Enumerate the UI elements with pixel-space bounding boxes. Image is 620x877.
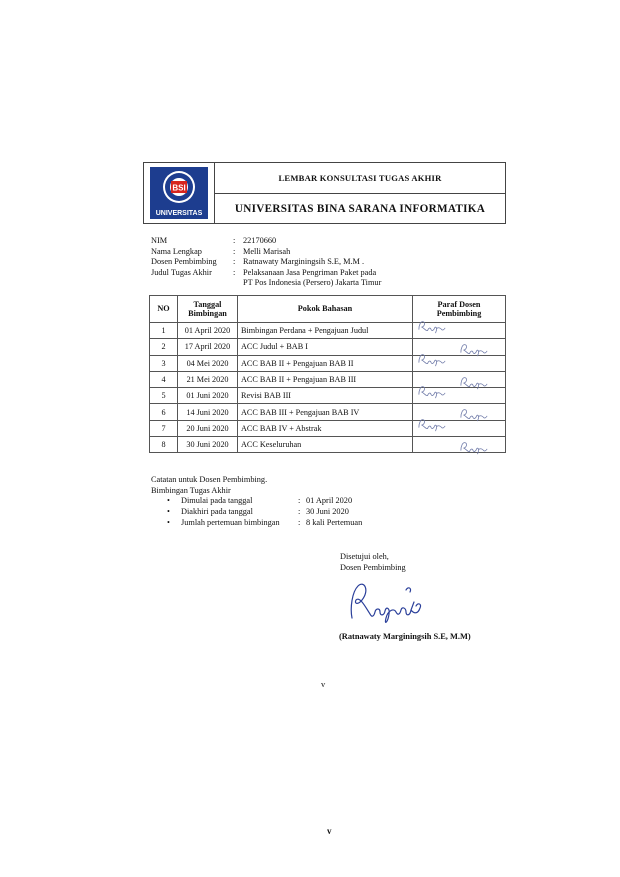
list-item: • Diakhiri pada tanggal : 30 Juni 2020 <box>167 506 349 516</box>
cell-topic: Revisi BAB III <box>238 388 413 404</box>
cell-date: 30 Juni 2020 <box>178 437 238 453</box>
table-row <box>150 388 506 404</box>
document-title: LEMBAR KONSULTASI TUGAS AKHIR <box>215 163 505 194</box>
identity-label: NIM <box>151 236 168 245</box>
table-row <box>150 355 506 371</box>
identity-value: Ratnawaty Marginingsih S.E, M.M . <box>243 257 365 267</box>
cell-date: 04 Mei 2020 <box>178 355 238 371</box>
cell-date: 17 April 2020 <box>178 339 238 355</box>
cell-no: 3 <box>150 355 178 371</box>
cell-date: 14 Juni 2020 <box>178 404 238 420</box>
cell-no: 1 <box>150 323 178 339</box>
header-topic: Pokok Bahasan <box>238 296 413 323</box>
identity-label: Dosen Pembimbing <box>151 257 217 267</box>
cell-sign <box>413 323 506 339</box>
cell-sign <box>413 420 506 436</box>
logo-mid-text: BSI <box>172 183 186 193</box>
identity-value: Pelaksanaan Jasa Pengriman Paket pada <box>243 267 377 277</box>
identity-label: Judul Tugas Akhir <box>151 267 212 277</box>
paraf-signature <box>415 353 449 367</box>
table-row <box>150 339 506 355</box>
cell-no: 6 <box>150 404 178 420</box>
bullet-icon: • <box>167 506 170 516</box>
identity-value: PT Pos Indonesia (Persero) Jakarta Timur <box>243 278 382 288</box>
header-date: Tanggal Bimbingan <box>178 296 238 323</box>
header-box <box>143 162 506 224</box>
cell-no: 7 <box>150 420 178 436</box>
table-row <box>150 404 506 420</box>
cell-no: 2 <box>150 339 178 355</box>
approval-line1: Disetujui oleh, <box>340 552 389 561</box>
notes-block <box>151 475 363 528</box>
cell-no: 4 <box>150 371 178 387</box>
cell-topic: ACC BAB II + Pengajuan BAB III <box>238 371 413 387</box>
supervisor-signature <box>344 578 430 628</box>
paraf-signature <box>457 441 491 455</box>
cell-date: 01 April 2020 <box>178 323 238 339</box>
cell-topic: ACC Judul + BAB I <box>238 339 413 355</box>
paraf-signature <box>415 320 449 334</box>
cell-topic: ACC BAB IV + Abstrak <box>238 420 413 436</box>
cell-topic: ACC Keseluruhan <box>238 437 413 453</box>
table-row <box>150 371 506 387</box>
cell-date: 01 Juni 2020 <box>178 388 238 404</box>
consultation-table <box>149 295 506 453</box>
table-header-row <box>150 296 506 323</box>
cell-topic: ACC BAB II + Pengajuan BAB II <box>238 355 413 371</box>
paraf-signature <box>415 385 449 399</box>
table-row <box>150 323 506 339</box>
logo-cell <box>144 163 215 223</box>
cell-no: 8 <box>150 437 178 453</box>
header-no: NO <box>150 296 178 323</box>
cell-topic: ACC BAB III + Pengajuan BAB IV <box>238 404 413 420</box>
cell-sign <box>413 437 506 453</box>
approval-block <box>340 552 406 574</box>
cell-date: 21 Mei 2020 <box>178 371 238 387</box>
list-item: • Dimulai pada tanggal : 01 April 2020 <box>167 496 353 505</box>
document-page: BSI UNIVERSITAS LEMBAR KONSULTASI TUGAS AKHIR UNIVERSITAS BINA SARANA INFORMATIKA NIM : 22170660 Nama Lengkap : Melli Marisah Dosen Pembimbing : Ratnawaty Marginingsih S.E, M.M . Judul Tugas Akhir : Pelaksanaan Jasa Pengriman Paket pada PT Pos Indonesia (Persero) Jakarta Timur NO Tanggal Bimbingan Pokok Bahasan Paraf Dosen Pembimbing 1 01 April 2020 Bimbingan Perdana + Pengajuan Judul 2 17 April 2020 ACC Judul + BAB I 3 04 Mei 2020 ACC BAB II + Pengajuan BAB II 4 21 Mei 2020 ACC BAB II + Pengajuan BAB III 5 01 Juni 2020 Revisi BAB III 6 14 Juni 2020 ACC BAB III + Pengajuan BAB IV 7 20 Juni 2020 ACC BAB IV + Abstrak 8 30 Juni 2020 ACC Keseluruhan Catatan untuk Dosen Pembimbing. Bimbingan Tugas Akhir • Dimulai pada tanggal : 01 April 2020 • Diakhiri pada tanggal : 30 Juni 2020 • Jumlah pertemuan bimbingan : 8 kali Pertemuan Disetujui oleh, Dosen Pembimbing (Ratnawaty Marginingsih S.E, M.M) v v <box>0 0 620 877</box>
table-row <box>150 437 506 453</box>
logo-bottom-text: UNIVERSITAS <box>155 210 203 217</box>
identity-label: Nama Lengkap <box>151 246 202 256</box>
identity-value: 22170660 <box>243 236 277 245</box>
header-sign: Paraf Dosen Pembimbing <box>413 296 506 323</box>
cell-no: 5 <box>150 388 178 404</box>
bullet-icon: • <box>167 517 170 527</box>
cell-date: 20 Juni 2020 <box>178 420 238 436</box>
identity-value: Melli Marisah <box>243 246 291 256</box>
page-number-bottom: v <box>327 826 332 836</box>
bullet-icon: • <box>167 496 170 505</box>
page-number: v <box>321 680 326 689</box>
paraf-signature <box>415 418 449 432</box>
signer-name: (Ratnawaty Marginingsih S.E, M.M) <box>339 632 471 641</box>
university-logo <box>150 167 208 219</box>
notes-line2: Bimbingan Tugas Akhir <box>151 485 231 495</box>
university-name: UNIVERSITAS BINA SARANA INFORMATIKA <box>234 202 486 215</box>
cell-topic: Bimbingan Perdana + Pengajuan Judul <box>238 323 413 339</box>
approval-line2: Dosen Pembimbing <box>340 562 406 572</box>
table-row <box>150 420 506 436</box>
cell-sign <box>413 388 506 404</box>
notes-line1: Catatan untuk Dosen Pembimbing. <box>151 475 268 484</box>
list-item: • Jumlah pertemuan bimbingan : 8 kali Pertemuan <box>167 517 363 527</box>
cell-sign <box>413 355 506 371</box>
